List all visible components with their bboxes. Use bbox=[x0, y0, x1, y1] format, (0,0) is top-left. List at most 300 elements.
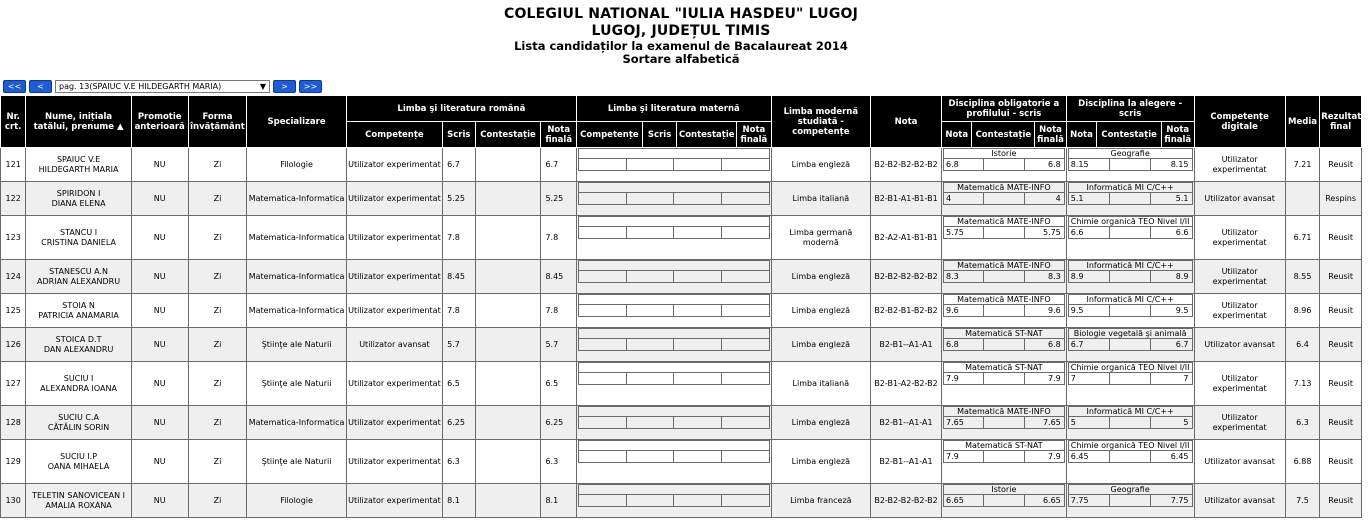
cell-competente-digitale: Utilizator experimentat bbox=[1194, 260, 1285, 294]
cell-ro-contestatie bbox=[475, 216, 541, 260]
cell-disc-alegere bbox=[1066, 294, 1194, 328]
cell-limba-moderna: Limba engleză bbox=[771, 406, 870, 440]
disc-alegere-contestatie bbox=[1110, 373, 1151, 385]
disc-oblig-contestatie bbox=[984, 417, 1024, 429]
sort-title: Sortare alfabetică bbox=[622, 52, 740, 66]
cell-disc-alegere bbox=[1066, 440, 1194, 484]
cell-nr: 128 bbox=[1, 406, 26, 440]
name-line2: AMALIA ROXANA bbox=[45, 500, 112, 510]
col-ob-nota-finala: Nota finală bbox=[1035, 122, 1066, 148]
cell-limba-materna bbox=[576, 294, 771, 328]
disc-oblig-contestatie bbox=[984, 159, 1024, 171]
cell-nota-lm: B2-B2-B2-B2-B2 bbox=[871, 260, 942, 294]
cell-nr: 121 bbox=[1, 148, 26, 182]
name-line2: OANA MIHAELA bbox=[47, 461, 110, 471]
disc-alegere-nota: 8.15 bbox=[1068, 159, 1109, 171]
cell-ro-scris: 8.45 bbox=[443, 260, 475, 294]
cell-disc-oblig bbox=[942, 216, 1067, 260]
cell-disc-oblig bbox=[942, 328, 1067, 362]
cell-nr: 130 bbox=[1, 484, 26, 518]
col-ob-nota: Nota bbox=[942, 122, 972, 148]
cell-specializare: Filologie bbox=[247, 148, 346, 182]
table-row bbox=[1, 484, 1362, 518]
disc-alegere-finala: 5 bbox=[1151, 417, 1192, 429]
candidates-table bbox=[0, 95, 1370, 518]
cell-competente-digitale: Utilizator experimentat bbox=[1194, 362, 1285, 406]
disc-oblig-finala: 7.9 bbox=[1024, 373, 1064, 385]
col-name[interactable] bbox=[26, 96, 131, 148]
disc-oblig-name: Matematică ST-NAT bbox=[944, 329, 1065, 339]
name-line2: DAN ALEXANDRU bbox=[43, 344, 114, 354]
cell-promotie: NU bbox=[131, 216, 188, 260]
cell-ro-nota-finala: 6.7 bbox=[541, 148, 577, 182]
col-name-label: Nume, inițiala tatălui, prenume bbox=[33, 111, 115, 132]
cell-rezultat: Reusit bbox=[1320, 440, 1362, 484]
disc-alegere-nota: 7 bbox=[1068, 373, 1109, 385]
disc-oblig-finala: 4 bbox=[1024, 193, 1064, 205]
next-page-button[interactable]: > bbox=[273, 80, 296, 93]
cell-disc-alegere bbox=[1066, 328, 1194, 362]
cell-forma: Zi bbox=[188, 182, 247, 216]
cell-disc-alegere bbox=[1066, 216, 1194, 260]
disc-alegere-name: Geografie bbox=[1068, 149, 1192, 159]
cell-ro-contestatie bbox=[475, 484, 541, 518]
cell-limba-materna bbox=[576, 440, 771, 484]
disc-alegere-contestatie bbox=[1110, 451, 1151, 463]
first-page-button[interactable]: << bbox=[3, 80, 26, 93]
cell-limba-materna bbox=[576, 484, 771, 518]
name-line1: SUCIU I bbox=[63, 374, 94, 383]
col-limba-moderna: Limba modernă studiată - competențe bbox=[771, 96, 870, 148]
disc-oblig-nota: 7.9 bbox=[944, 451, 984, 463]
cell-media: 8.55 bbox=[1285, 260, 1319, 294]
pagination-bar bbox=[3, 80, 325, 93]
table-row bbox=[1, 440, 1362, 484]
col-ro-nota-finala: Nota finală bbox=[541, 122, 577, 148]
disc-alegere-finala: 8.9 bbox=[1151, 271, 1192, 283]
cell-media: 7.13 bbox=[1285, 362, 1319, 406]
cell-competente-digitale: Utilizator experimentat bbox=[1194, 406, 1285, 440]
cell-name bbox=[26, 294, 131, 328]
cell-disc-oblig bbox=[942, 406, 1067, 440]
col-lm-nota-finala: Nota finală bbox=[737, 122, 771, 148]
cell-disc-alegere bbox=[1066, 182, 1194, 216]
name-line2: PATRICIA ANAMARIA bbox=[38, 310, 119, 320]
col-ob-contestatie: Contestație bbox=[972, 122, 1035, 148]
col-lm-competente: Competențe bbox=[576, 122, 642, 148]
col-rezultat: Rezultatul final bbox=[1320, 96, 1362, 148]
cell-ro-nota-finala: 6.25 bbox=[541, 406, 577, 440]
cell-ro-contestatie bbox=[475, 294, 541, 328]
disc-alegere-name: Chimie organică TEO Nivel I/II bbox=[1068, 217, 1192, 227]
cell-specializare: Matematica-Informatica bbox=[247, 294, 346, 328]
disc-alegere-finala: 9.5 bbox=[1151, 305, 1192, 317]
cell-limba-materna bbox=[576, 362, 771, 406]
table-row bbox=[1, 182, 1362, 216]
cell-ro-scris: 8.1 bbox=[443, 484, 475, 518]
cell-limba-materna bbox=[576, 216, 771, 260]
cell-ro-competente: Utilizator experimentat bbox=[346, 362, 442, 406]
dropdown-arrow-icon: ▼ bbox=[259, 82, 266, 91]
cell-nr: 123 bbox=[1, 216, 26, 260]
cell-rezultat: Reusit bbox=[1320, 294, 1362, 328]
disc-alegere-name: Chimie organică TEO Nivel I/II bbox=[1068, 363, 1192, 373]
cell-competente-digitale: Utilizator avansat bbox=[1194, 484, 1285, 518]
name-line1: STOICA D.T bbox=[55, 335, 102, 344]
cell-rezultat: Reusit bbox=[1320, 216, 1362, 260]
disc-alegere-contestatie bbox=[1110, 193, 1151, 205]
disc-alegere-nota: 9.5 bbox=[1068, 305, 1109, 317]
sort-asc-icon: ▲ bbox=[117, 121, 124, 132]
cell-name bbox=[26, 216, 131, 260]
cell-limba-moderna: Limba engleză bbox=[771, 328, 870, 362]
cell-nota-lm: B2-A2-A1-B1-B1 bbox=[871, 216, 942, 260]
cell-media: 7.21 bbox=[1285, 148, 1319, 182]
cell-promotie: NU bbox=[131, 260, 188, 294]
cell-rezultat: Reusit bbox=[1320, 148, 1362, 182]
cell-disc-oblig bbox=[942, 484, 1067, 518]
cell-ro-nota-finala: 5.7 bbox=[541, 328, 577, 362]
disc-oblig-contestatie bbox=[984, 373, 1024, 385]
cell-specializare: Ştiinţe ale Naturii bbox=[247, 362, 346, 406]
cell-ro-contestatie bbox=[475, 362, 541, 406]
disc-oblig-nota: 7.65 bbox=[944, 417, 984, 429]
cell-limba-moderna: Limba engleză bbox=[771, 148, 870, 182]
disc-alegere-finala: 6.6 bbox=[1151, 227, 1192, 239]
cell-competente-digitale: Utilizator avansat bbox=[1194, 182, 1285, 216]
table-row bbox=[1, 362, 1362, 406]
cell-media: 6.4 bbox=[1285, 328, 1319, 362]
cell-rezultat: Reusit bbox=[1320, 484, 1362, 518]
page-header bbox=[0, 6, 1362, 66]
cell-forma: Zi bbox=[188, 216, 247, 260]
name-line2: HILDEGARTH MARIA bbox=[38, 164, 119, 174]
name-line1: STANCU I bbox=[59, 228, 98, 237]
cell-rezultat: Reusit bbox=[1320, 328, 1362, 362]
disc-alegere-contestatie bbox=[1110, 495, 1151, 507]
col-competente-digitale: Competențe digitale bbox=[1194, 96, 1285, 148]
name-line1: TELETIN SANOVICEAN I bbox=[32, 491, 126, 500]
cell-nota-lm: B2-B1--A1-A1 bbox=[871, 440, 942, 484]
disc-oblig-name: Matematică ST-NAT bbox=[944, 441, 1065, 451]
prev-page-button[interactable]: < bbox=[29, 80, 52, 93]
cell-rezultat: Reusit bbox=[1320, 406, 1362, 440]
table-row bbox=[1, 294, 1362, 328]
cell-competente-digitale: Utilizator avansat bbox=[1194, 328, 1285, 362]
cell-ro-competente: Utilizator experimentat bbox=[346, 260, 442, 294]
col-al-contestatie: Contestație bbox=[1097, 122, 1162, 148]
cell-specializare: Matematica-Informatica bbox=[247, 216, 346, 260]
cell-ro-nota-finala: 6.3 bbox=[541, 440, 577, 484]
disc-oblig-finala: 8.3 bbox=[1024, 271, 1064, 283]
cell-media bbox=[1285, 182, 1319, 216]
cell-forma: Zi bbox=[188, 440, 247, 484]
disc-alegere-finala: 6.45 bbox=[1151, 451, 1192, 463]
cell-ro-scris: 7.8 bbox=[443, 294, 475, 328]
disc-oblig-finala: 7.65 bbox=[1024, 417, 1064, 429]
cell-limba-moderna: Limba germană modernă bbox=[771, 216, 870, 260]
col-promotie: Promotie anterioară bbox=[131, 96, 188, 148]
cell-ro-scris: 6.5 bbox=[443, 362, 475, 406]
disc-oblig-name: Matematică ST-NAT bbox=[944, 363, 1065, 373]
disc-oblig-name: Matematică MATE-INFO bbox=[944, 261, 1065, 271]
cell-ro-competente: Utilizator experimentat bbox=[346, 182, 442, 216]
cell-specializare: Ştiinţe ale Naturii bbox=[247, 440, 346, 484]
cell-ro-scris: 5.7 bbox=[443, 328, 475, 362]
col-al-nota: Nota bbox=[1066, 122, 1096, 148]
name-line1: SPAIUC V.E bbox=[56, 155, 101, 164]
cell-specializare: Filologie bbox=[247, 484, 346, 518]
cell-ro-scris: 5.25 bbox=[443, 182, 475, 216]
col-ro-scris: Scris bbox=[443, 122, 475, 148]
cell-forma: Zi bbox=[188, 362, 247, 406]
disc-alegere-contestatie bbox=[1110, 271, 1151, 283]
name-line1: SUCIU I.P bbox=[60, 452, 98, 461]
cell-ro-nota-finala: 8.1 bbox=[541, 484, 577, 518]
cell-limba-materna bbox=[576, 406, 771, 440]
cell-ro-competente: Utilizator experimentat bbox=[346, 406, 442, 440]
cell-disc-oblig bbox=[942, 148, 1067, 182]
name-line2: CRISTINA DANIELA bbox=[41, 237, 116, 247]
col-lm-scris: Scris bbox=[642, 122, 676, 148]
cell-nota-lm: B2-B1-A1-B1-B1 bbox=[871, 182, 942, 216]
disc-oblig-contestatie bbox=[984, 451, 1024, 463]
cell-promotie: NU bbox=[131, 294, 188, 328]
cell-promotie: NU bbox=[131, 182, 188, 216]
cell-competente-digitale: Utilizator avansat bbox=[1194, 440, 1285, 484]
disc-alegere-finala: 7.75 bbox=[1151, 495, 1192, 507]
disc-alegere-name: Informatică MI C/C++ bbox=[1068, 183, 1192, 193]
cell-rezultat: Respins bbox=[1320, 182, 1362, 216]
col-ro-contestatie: Contestație bbox=[475, 122, 541, 148]
disc-alegere-nota: 5 bbox=[1068, 417, 1109, 429]
cell-promotie: NU bbox=[131, 362, 188, 406]
cell-competente-digitale: Utilizator experimentat bbox=[1194, 216, 1285, 260]
name-line1: STOIA N bbox=[62, 301, 95, 310]
disc-alegere-contestatie bbox=[1110, 339, 1151, 351]
disc-alegere-name: Informatică MI C/C++ bbox=[1068, 295, 1192, 305]
disc-alegere-nota: 7.75 bbox=[1068, 495, 1109, 507]
cell-limba-materna bbox=[576, 182, 771, 216]
disc-oblig-contestatie bbox=[984, 227, 1024, 239]
cell-specializare: Matematica-Informatica bbox=[247, 260, 346, 294]
table-row bbox=[1, 260, 1362, 294]
disc-oblig-contestatie bbox=[984, 495, 1024, 507]
col-forma: Forma învățământ bbox=[188, 96, 247, 148]
name-line2: ADRIAN ALEXANDRU bbox=[37, 276, 121, 286]
name-line1: STANESCU A.N bbox=[49, 267, 108, 276]
disc-alegere-contestatie bbox=[1110, 305, 1151, 317]
col-nota-lm: Nota bbox=[871, 96, 942, 148]
col-nr: Nr. crt. bbox=[1, 96, 26, 148]
cell-ro-contestatie bbox=[475, 406, 541, 440]
cell-nota-lm: B2-B2-B2-B2-B2 bbox=[871, 484, 942, 518]
disc-alegere-nota: 6.7 bbox=[1068, 339, 1109, 351]
location-title: LUGOJ, JUDEȚUL TIMIS bbox=[591, 23, 771, 39]
cell-limba-materna bbox=[576, 148, 771, 182]
cell-nr: 122 bbox=[1, 182, 26, 216]
name-line1: SPIRIDON I bbox=[56, 189, 101, 198]
cell-nr: 124 bbox=[1, 260, 26, 294]
cell-disc-alegere bbox=[1066, 148, 1194, 182]
cell-media: 6.88 bbox=[1285, 440, 1319, 484]
cell-name bbox=[26, 148, 131, 182]
cell-ro-contestatie bbox=[475, 260, 541, 294]
col-ro-competente: Competențe bbox=[346, 122, 442, 148]
cell-name bbox=[26, 440, 131, 484]
cell-promotie: NU bbox=[131, 406, 188, 440]
cell-limba-moderna: Limba engleză bbox=[771, 260, 870, 294]
cell-forma: Zi bbox=[188, 260, 247, 294]
cell-name bbox=[26, 406, 131, 440]
disc-alegere-nota: 5.1 bbox=[1068, 193, 1109, 205]
cell-media: 6.3 bbox=[1285, 406, 1319, 440]
cell-disc-alegere bbox=[1066, 406, 1194, 440]
disc-oblig-nota: 9.6 bbox=[944, 305, 984, 317]
col-specializare: Specializare bbox=[247, 96, 346, 148]
cell-ro-competente: Utilizator experimentat bbox=[346, 484, 442, 518]
cell-forma: Zi bbox=[188, 148, 247, 182]
cell-ro-contestatie bbox=[475, 440, 541, 484]
disc-oblig-name: Matematică MATE-INFO bbox=[944, 183, 1065, 193]
page-select[interactable] bbox=[55, 80, 270, 93]
cell-nota-lm: B2-B1-A2-B2-B2 bbox=[871, 362, 942, 406]
cell-rezultat: Reusit bbox=[1320, 362, 1362, 406]
col-media: Media bbox=[1285, 96, 1319, 148]
col-group-disc-alegere: Disciplina la alegere - scris bbox=[1066, 96, 1194, 122]
disc-alegere-contestatie bbox=[1110, 227, 1151, 239]
cell-media: 6.71 bbox=[1285, 216, 1319, 260]
name-line2: CĂTĂLIN SORIN bbox=[47, 422, 110, 432]
cell-nota-lm: B2-B2-B2-B2-B2 bbox=[871, 148, 942, 182]
cell-disc-oblig bbox=[942, 440, 1067, 484]
cell-forma: Zi bbox=[188, 484, 247, 518]
disc-oblig-name: Matematică MATE-INFO bbox=[944, 217, 1065, 227]
col-group-limba-romana: Limba şi literatura română bbox=[346, 96, 576, 122]
cell-ro-nota-finala: 5.25 bbox=[541, 182, 577, 216]
disc-oblig-nota: 4 bbox=[944, 193, 984, 205]
disc-alegere-name: Informatică MI C/C++ bbox=[1068, 407, 1192, 417]
cell-ro-competente: Utilizator experimentat bbox=[346, 294, 442, 328]
disc-alegere-nota: 6.45 bbox=[1068, 451, 1109, 463]
cell-ro-scris: 7.8 bbox=[443, 216, 475, 260]
col-lm-contestatie: Contestație bbox=[677, 122, 737, 148]
name-line1: SUCIU C.A bbox=[58, 413, 100, 422]
last-page-button[interactable]: >> bbox=[299, 80, 322, 93]
disc-oblig-name: Matematică MATE-INFO bbox=[944, 295, 1065, 305]
cell-nr: 127 bbox=[1, 362, 26, 406]
disc-oblig-contestatie bbox=[984, 339, 1024, 351]
disc-alegere-nota: 6.6 bbox=[1068, 227, 1109, 239]
disc-alegere-name: Biologie vegetală şi animală bbox=[1068, 329, 1192, 339]
disc-oblig-name: Istorie bbox=[944, 485, 1065, 495]
cell-ro-competente: Utilizator avansat bbox=[346, 328, 442, 362]
cell-name bbox=[26, 362, 131, 406]
cell-ro-contestatie bbox=[475, 328, 541, 362]
disc-alegere-finala: 5.1 bbox=[1151, 193, 1192, 205]
disc-oblig-finala: 6.8 bbox=[1024, 159, 1064, 171]
cell-specializare: Matematica-Informatica bbox=[247, 406, 346, 440]
disc-oblig-contestatie bbox=[984, 271, 1024, 283]
cell-nr: 129 bbox=[1, 440, 26, 484]
disc-oblig-name: Matematică MATE-INFO bbox=[944, 407, 1065, 417]
name-line2: DIANA ELENA bbox=[51, 198, 106, 208]
disc-oblig-nota: 6.8 bbox=[944, 159, 984, 171]
cell-ro-nota-finala: 6.5 bbox=[541, 362, 577, 406]
cell-ro-contestatie bbox=[475, 148, 541, 182]
cell-media: 7.5 bbox=[1285, 484, 1319, 518]
cell-media: 8.96 bbox=[1285, 294, 1319, 328]
cell-specializare: Matematica-Informatica bbox=[247, 182, 346, 216]
school-title: COLEGIUL NATIONAL "IULIA HASDEU" LUGOJ bbox=[503, 6, 859, 22]
disc-alegere-finala: 7 bbox=[1151, 373, 1192, 385]
cell-name bbox=[26, 260, 131, 294]
cell-limba-moderna: Limba franceză bbox=[771, 484, 870, 518]
table-row bbox=[1, 216, 1362, 260]
cell-ro-nota-finala: 8.45 bbox=[541, 260, 577, 294]
cell-disc-oblig bbox=[942, 294, 1067, 328]
cell-disc-alegere bbox=[1066, 260, 1194, 294]
disc-oblig-nota: 8.3 bbox=[944, 271, 984, 283]
cell-promotie: NU bbox=[131, 148, 188, 182]
cell-limba-moderna: Limba italiană bbox=[771, 362, 870, 406]
cell-nota-lm: B2-B2-B1-B2-B2 bbox=[871, 294, 942, 328]
cell-limba-materna bbox=[576, 328, 771, 362]
cell-limba-moderna: Limba italiană bbox=[771, 182, 870, 216]
disc-alegere-contestatie bbox=[1110, 417, 1151, 429]
disc-oblig-nota: 5.75 bbox=[944, 227, 984, 239]
cell-name bbox=[26, 182, 131, 216]
cell-competente-digitale: Utilizator experimentat bbox=[1194, 294, 1285, 328]
disc-oblig-finala: 9.6 bbox=[1024, 305, 1064, 317]
disc-alegere-finala: 6.7 bbox=[1151, 339, 1192, 351]
cell-forma: Zi bbox=[188, 328, 247, 362]
disc-oblig-contestatie bbox=[984, 305, 1024, 317]
disc-oblig-finala: 7.9 bbox=[1024, 451, 1064, 463]
cell-disc-oblig bbox=[942, 260, 1067, 294]
cell-limba-moderna: Limba engleză bbox=[771, 440, 870, 484]
cell-ro-scris: 6.3 bbox=[443, 440, 475, 484]
cell-ro-scris: 6.25 bbox=[443, 406, 475, 440]
cell-nota-lm: B2-B1--A1-A1 bbox=[871, 328, 942, 362]
cell-forma: Zi bbox=[188, 294, 247, 328]
disc-alegere-name: Geografie bbox=[1068, 485, 1192, 495]
disc-oblig-nota: 6.8 bbox=[944, 339, 984, 351]
disc-oblig-finala: 5.75 bbox=[1024, 227, 1064, 239]
table-row bbox=[1, 406, 1362, 440]
disc-alegere-contestatie bbox=[1110, 159, 1151, 171]
cell-name bbox=[26, 484, 131, 518]
cell-limba-moderna: Limba engleză bbox=[771, 294, 870, 328]
name-line2: ALEXANDRA IOANA bbox=[40, 383, 117, 393]
cell-promotie: NU bbox=[131, 440, 188, 484]
disc-alegere-name: Informatică MI C/C++ bbox=[1068, 261, 1192, 271]
cell-limba-materna bbox=[576, 260, 771, 294]
cell-ro-contestatie bbox=[475, 182, 541, 216]
cell-disc-alegere bbox=[1066, 362, 1194, 406]
disc-oblig-finala: 6.8 bbox=[1024, 339, 1064, 351]
cell-ro-scris: 6.7 bbox=[443, 148, 475, 182]
list-title: Lista candidaților la examenul de Bacalaureat 2014 bbox=[514, 39, 848, 53]
cell-disc-alegere bbox=[1066, 484, 1194, 518]
cell-forma: Zi bbox=[188, 406, 247, 440]
table-row bbox=[1, 148, 1362, 182]
cell-promotie: NU bbox=[131, 484, 188, 518]
cell-rezultat: Reusit bbox=[1320, 260, 1362, 294]
cell-ro-nota-finala: 7.8 bbox=[541, 294, 577, 328]
cell-ro-competente: Utilizator experimentat bbox=[346, 216, 442, 260]
cell-ro-competente: Utilizator experimentat bbox=[346, 148, 442, 182]
